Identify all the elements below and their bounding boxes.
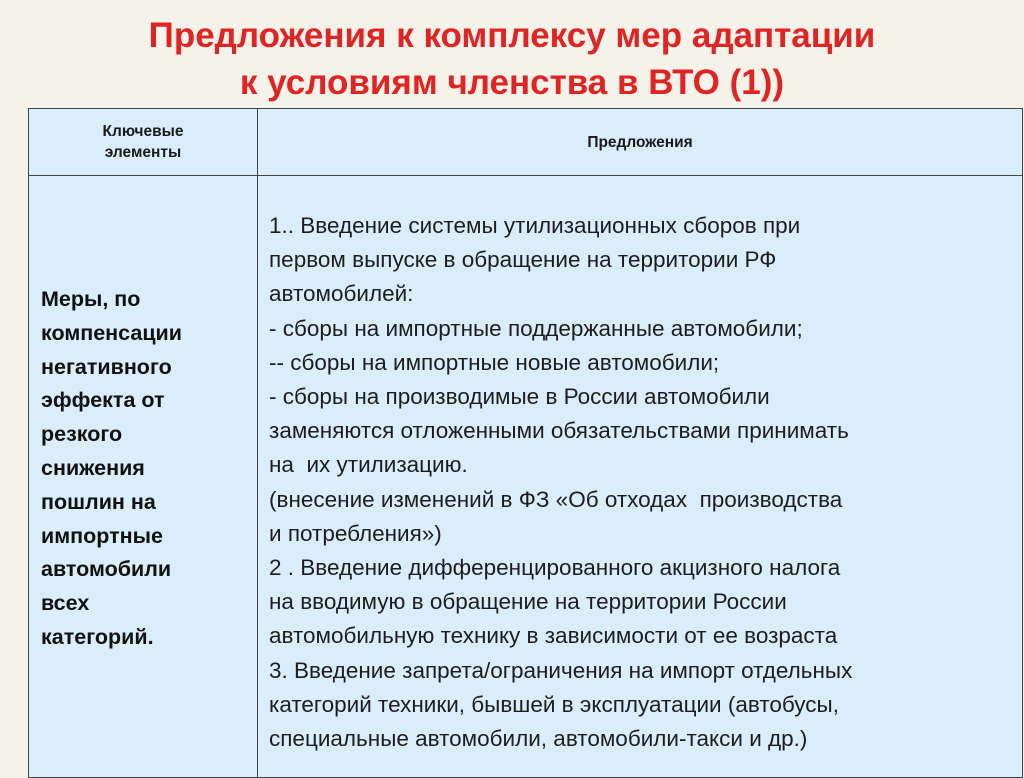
proposal-line: автомобильную технику в зависимости от ее возраста [269, 623, 838, 649]
header-key-elements-label: Ключевые элементы [102, 123, 184, 161]
key-element-text: Меры, по компенсации негативного эффекта от резкого снижения пошлин на импортные автомобили всех категорий. [41, 287, 182, 649]
table-row [29, 176, 1023, 778]
slide-title [0, 12, 1024, 106]
table-header-row [29, 109, 1023, 176]
proposals-text [269, 176, 1022, 756]
proposal-line: 3. Введение запрета/ограничения на импорт отдельных [269, 657, 853, 683]
proposal-line: категорий техники, бывшей в эксплуатации (автобусы, [269, 691, 839, 717]
proposals-cell [258, 176, 1023, 778]
proposal-line: - сборы на производимые в России автомобили [269, 384, 770, 410]
proposal-line: 1.. Введение системы утилизационных сборов при [269, 213, 801, 238]
proposal-line: 2 . Введение дифференцированного акцизного налога [269, 555, 841, 581]
proposal-line: заменяются отложенными обязательствами принимать [269, 418, 849, 444]
proposal-line: первом выпуске в обращение на территории РФ [269, 247, 777, 273]
proposal-line: -- сборы на импортные новые автомобили; [269, 349, 720, 375]
proposal-line: на их утилизацию. [269, 452, 468, 478]
key-element-cell [29, 176, 258, 778]
proposal-line: и потребления») [269, 520, 442, 546]
header-proposals-label: Предложения [587, 133, 693, 151]
proposal-line: специальные автомобили, автомобили-такси и др.) [269, 726, 808, 752]
slide-title-line-1: Предложения к комплексу мер адаптации [148, 16, 876, 55]
proposal-line: (внесение изменений в ФЗ «Об отходах производства [269, 486, 843, 512]
proposals-table [28, 108, 1023, 778]
proposal-line: на вводимую в обращение на территории России [269, 589, 787, 615]
header-key-elements [29, 109, 258, 176]
proposal-line: автомобилей: [269, 281, 414, 307]
slide-title-line-2: к условиям членства в ВТО (1)) [239, 63, 785, 102]
header-proposals [258, 109, 1023, 176]
proposal-line: - сборы на импортные поддержанные автомобили; [269, 315, 803, 341]
